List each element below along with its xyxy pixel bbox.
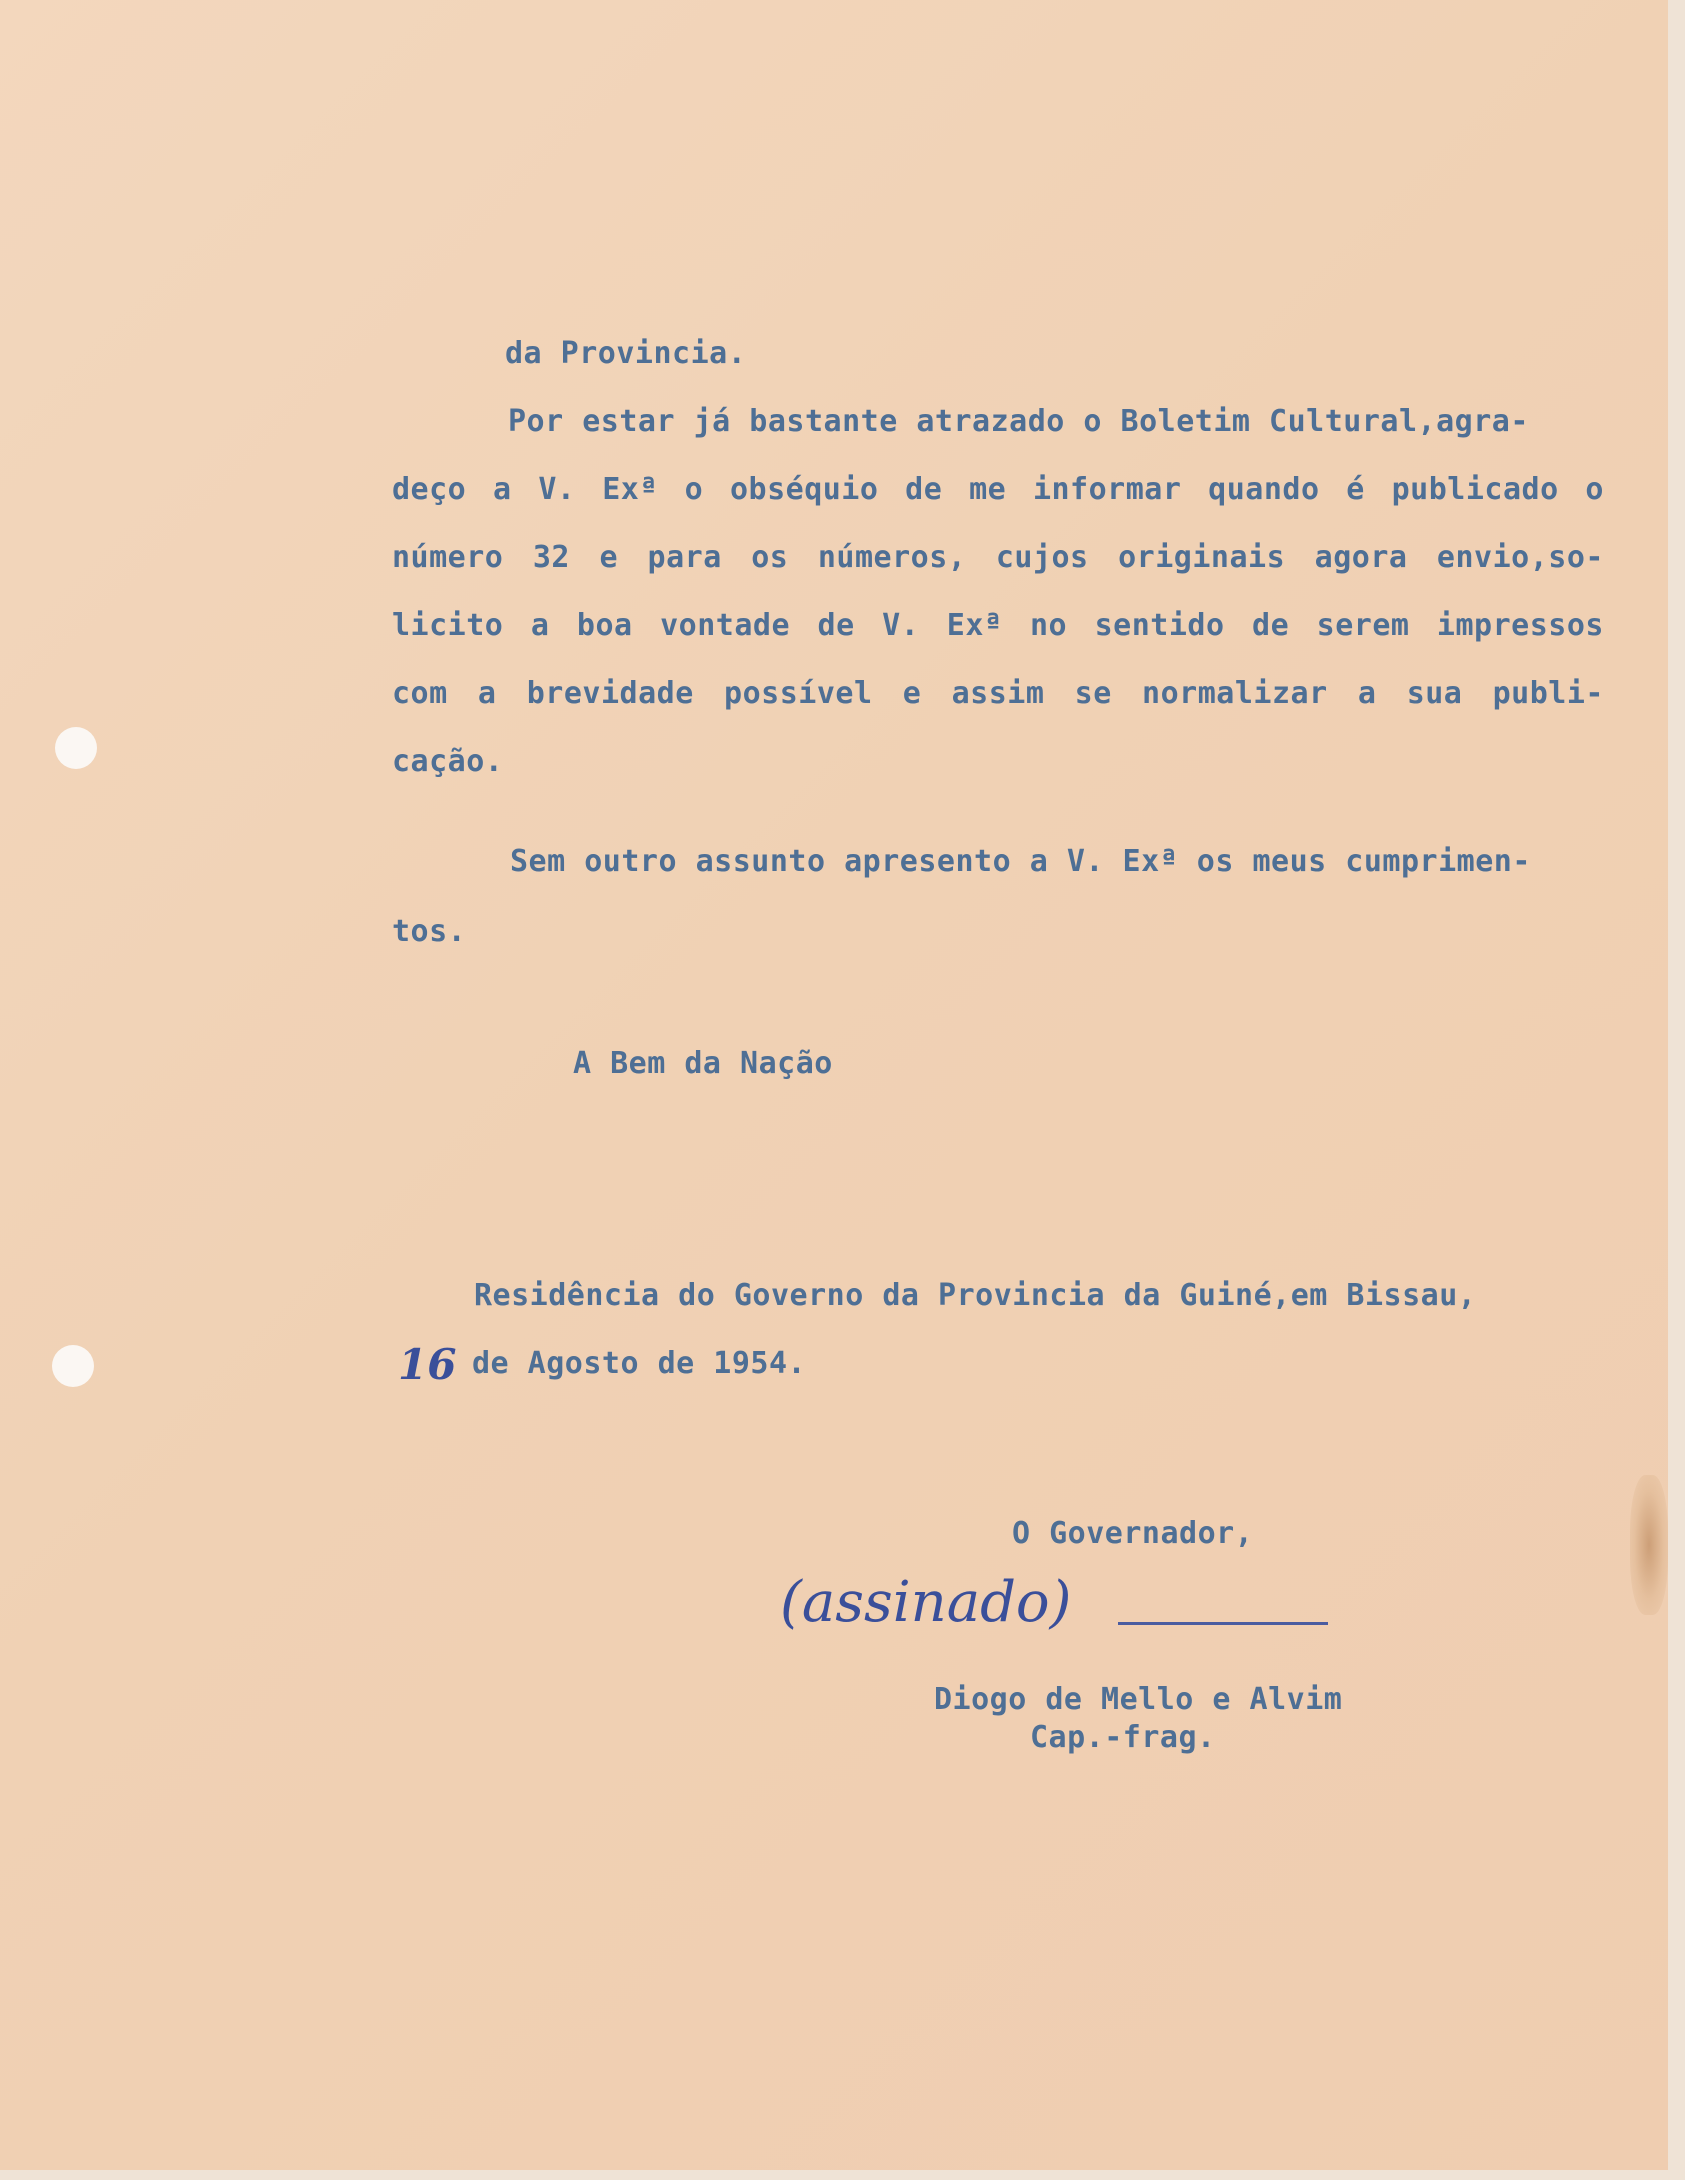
signature-title: O Governador, (1012, 1516, 1254, 1551)
signature-underline (1118, 1622, 1328, 1625)
signatory-name: Diogo de Mello e Alvim (934, 1682, 1343, 1717)
paragraph1-line-5: com a brevidade possível e assim se normalizar a sua publi- (392, 676, 1604, 711)
date-text: de Agosto de 1954. (472, 1346, 807, 1381)
paragraph1-line-2: deço a V. Exª o obséquio de me informar quando é publicado o (392, 472, 1604, 507)
paper-stain (1630, 1475, 1668, 1615)
place-line: Residência do Governo da Provincia da Guiné,em Bissau, (474, 1278, 1477, 1313)
paragraph1-line-4: licito a boa vontade de V. Exª no sentido de serem impressos (392, 608, 1604, 643)
salutation: A Bem da Nação (573, 1046, 833, 1081)
paragraph2-line-2: tos. (392, 914, 467, 949)
handwritten-day: 16 (398, 1340, 457, 1389)
handwritten-signature: (assinado) (780, 1570, 1072, 1635)
paragraph2-line-1: Sem outro assunto apresento a V. Exª os meus cumprimen- (510, 844, 1531, 879)
opening-fragment: da Provincia. (505, 336, 747, 371)
punch-hole-top (55, 727, 97, 769)
paragraph1-line-3: número 32 e para os números, cujos originais agora envio,so- (392, 540, 1604, 575)
signatory-rank: Cap.-frag. (1030, 1720, 1216, 1755)
paragraph1-line-6: cação. (392, 744, 504, 779)
punch-hole-bottom (52, 1345, 94, 1387)
paragraph1-line-1: Por estar já bastante atrazado o Boletim Cultural,agra- (508, 404, 1529, 439)
